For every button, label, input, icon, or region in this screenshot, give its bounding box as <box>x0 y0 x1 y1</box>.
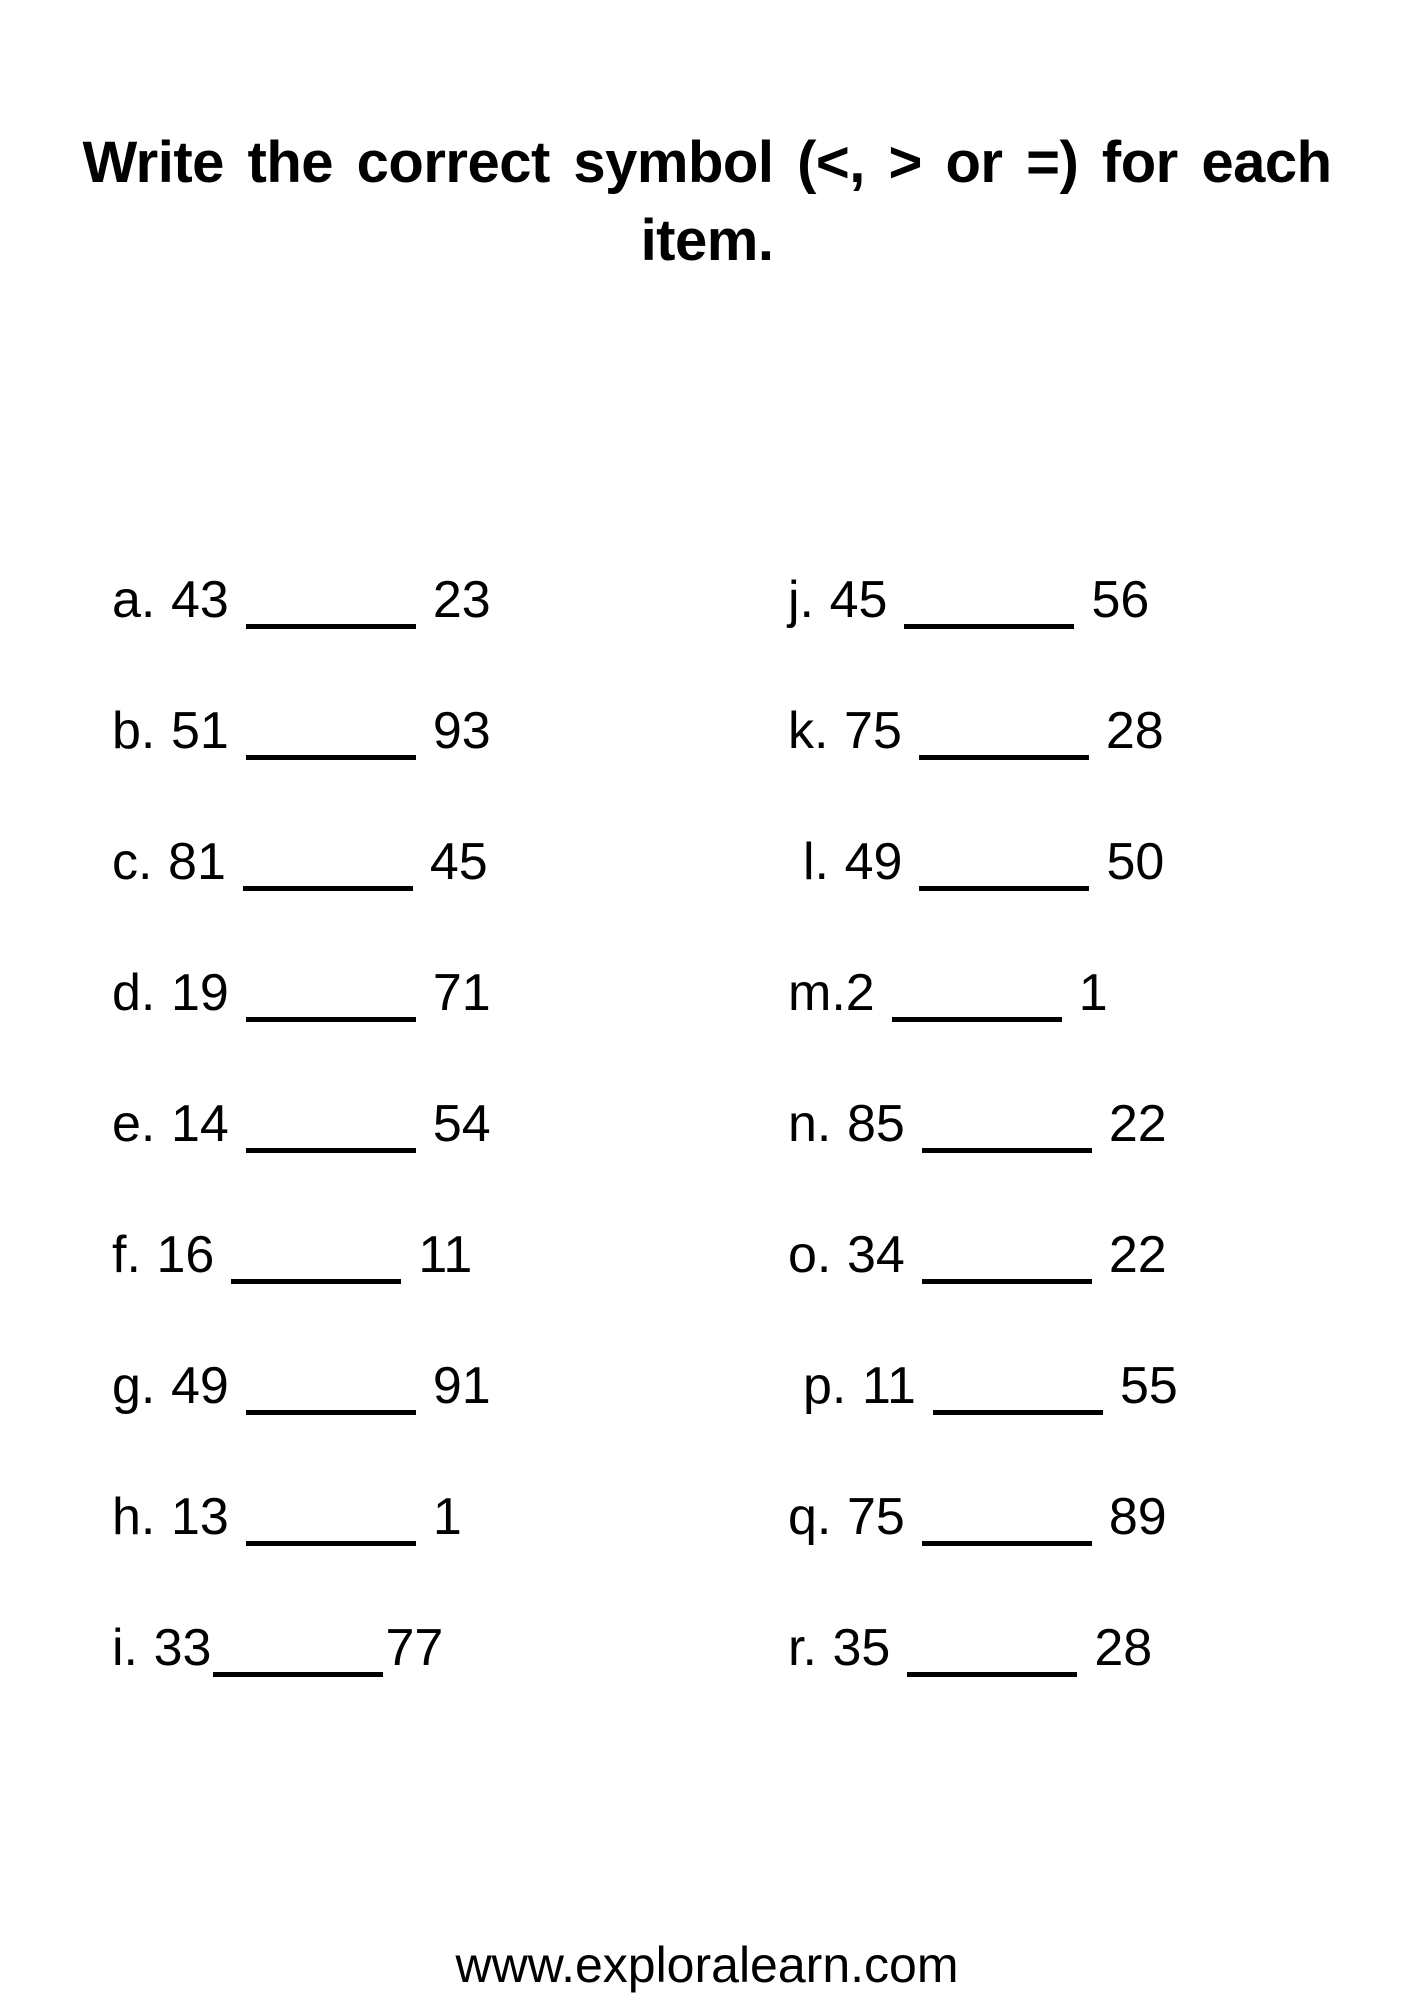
item-label: k. <box>788 702 829 760</box>
item-first-number: 11 <box>861 1357 916 1415</box>
item-second-number: 93 <box>432 702 491 760</box>
item-first-number: 49 <box>170 1357 229 1415</box>
answer-blank <box>246 755 416 760</box>
item-second-number: 55 <box>1119 1357 1178 1415</box>
item-second-number: 28 <box>1094 1619 1153 1677</box>
answer-blank <box>246 624 416 629</box>
worksheet-item-m <box>788 928 1178 1059</box>
item-first-number: 75 <box>846 1488 905 1546</box>
item-second-number: 54 <box>432 1095 491 1153</box>
item-label: f. <box>112 1226 141 1284</box>
item-label: r. <box>788 1619 817 1677</box>
item-first-number: 45 <box>829 571 888 629</box>
item-second-number: 28 <box>1105 702 1164 760</box>
worksheet-item-l <box>788 797 1178 928</box>
item-label: j. <box>788 571 814 629</box>
item-label: q. <box>788 1488 832 1546</box>
worksheet-item-q <box>788 1452 1178 1583</box>
answer-blank <box>922 1148 1092 1153</box>
answer-blank <box>231 1279 401 1284</box>
worksheet-item-a <box>112 535 491 666</box>
item-first-number: 81 <box>168 833 226 891</box>
worksheet-item-k <box>788 666 1178 797</box>
item-label: g. <box>112 1357 156 1415</box>
item-second-number: 22 <box>1108 1226 1167 1284</box>
worksheet-item-i <box>112 1583 491 1714</box>
answer-blank <box>904 624 1074 629</box>
answer-blank <box>907 1672 1077 1677</box>
item-first-number: 33 <box>153 1619 212 1677</box>
item-first-number: 35 <box>832 1619 891 1677</box>
item-second-number: 77 <box>385 1619 444 1677</box>
item-first-number: 75 <box>844 702 902 760</box>
items-column-right <box>788 535 1178 1714</box>
item-second-number: 89 <box>1108 1488 1167 1546</box>
answer-blank <box>243 886 413 891</box>
item-label: c. <box>112 833 153 891</box>
worksheet-item-d <box>112 928 491 1059</box>
page-title <box>0 124 1414 280</box>
answer-blank <box>892 1017 1062 1022</box>
answer-blank <box>246 1148 416 1153</box>
answer-blank <box>933 1410 1103 1415</box>
item-label: l. <box>803 833 829 891</box>
footer-url: www.exploralearn.com <box>455 1937 959 1993</box>
item-second-number: 71 <box>432 964 491 1022</box>
item-first-number: 34 <box>846 1226 905 1284</box>
item-label: p. <box>803 1357 847 1415</box>
item-first-number: 19 <box>170 964 229 1022</box>
item-first-number: 85 <box>846 1095 905 1153</box>
item-label: o. <box>788 1226 832 1284</box>
item-label: n. <box>788 1095 832 1153</box>
worksheet-item-b <box>112 666 491 797</box>
answer-blank <box>922 1541 1092 1546</box>
worksheet-item-n <box>788 1059 1178 1190</box>
item-label: a. <box>112 571 156 629</box>
item-label: i. <box>112 1619 138 1677</box>
item-second-number: 11 <box>418 1226 473 1284</box>
item-first-number: 43 <box>170 571 229 629</box>
page-title-line1: Write the correct symbol (<, > or =) for each <box>82 130 1332 195</box>
item-first-number: 51 <box>170 702 229 760</box>
item-second-number: 45 <box>429 833 488 891</box>
answer-blank <box>246 1541 416 1546</box>
item-first-number: 2 <box>845 964 875 1022</box>
item-label: e. <box>112 1095 156 1153</box>
answer-blank <box>922 1279 1092 1284</box>
item-first-number: 49 <box>844 833 903 891</box>
item-first-number: 14 <box>170 1095 229 1153</box>
items-column-left <box>112 535 491 1714</box>
item-second-number: 50 <box>1106 833 1165 891</box>
item-label: m. <box>788 964 846 1022</box>
worksheet-item-f <box>112 1190 491 1321</box>
item-second-number: 91 <box>432 1357 491 1415</box>
item-label: d. <box>112 964 156 1022</box>
item-label: b. <box>112 702 156 760</box>
item-second-number: 1 <box>1078 964 1108 1022</box>
item-second-number: 56 <box>1091 571 1150 629</box>
answer-blank <box>919 886 1089 891</box>
answer-blank <box>246 1410 416 1415</box>
answer-blank <box>246 1017 416 1022</box>
item-first-number: 13 <box>170 1488 229 1546</box>
item-second-number: 22 <box>1108 1095 1167 1153</box>
worksheet-item-j <box>788 535 1178 666</box>
worksheet-item-r <box>788 1583 1178 1714</box>
worksheet-item-g <box>112 1321 491 1452</box>
worksheet-item-c <box>112 797 491 928</box>
worksheet-item-e <box>112 1059 491 1190</box>
worksheet-item-p <box>788 1321 1178 1452</box>
item-second-number: 23 <box>432 571 491 629</box>
item-second-number: 1 <box>432 1488 462 1546</box>
worksheet-item-o <box>788 1190 1178 1321</box>
item-label: h. <box>112 1488 156 1546</box>
answer-blank <box>919 755 1089 760</box>
worksheet-item-h <box>112 1452 491 1583</box>
item-first-number: 16 <box>156 1226 215 1284</box>
page-title-line2: item. <box>640 208 774 273</box>
answer-blank <box>213 1672 383 1677</box>
